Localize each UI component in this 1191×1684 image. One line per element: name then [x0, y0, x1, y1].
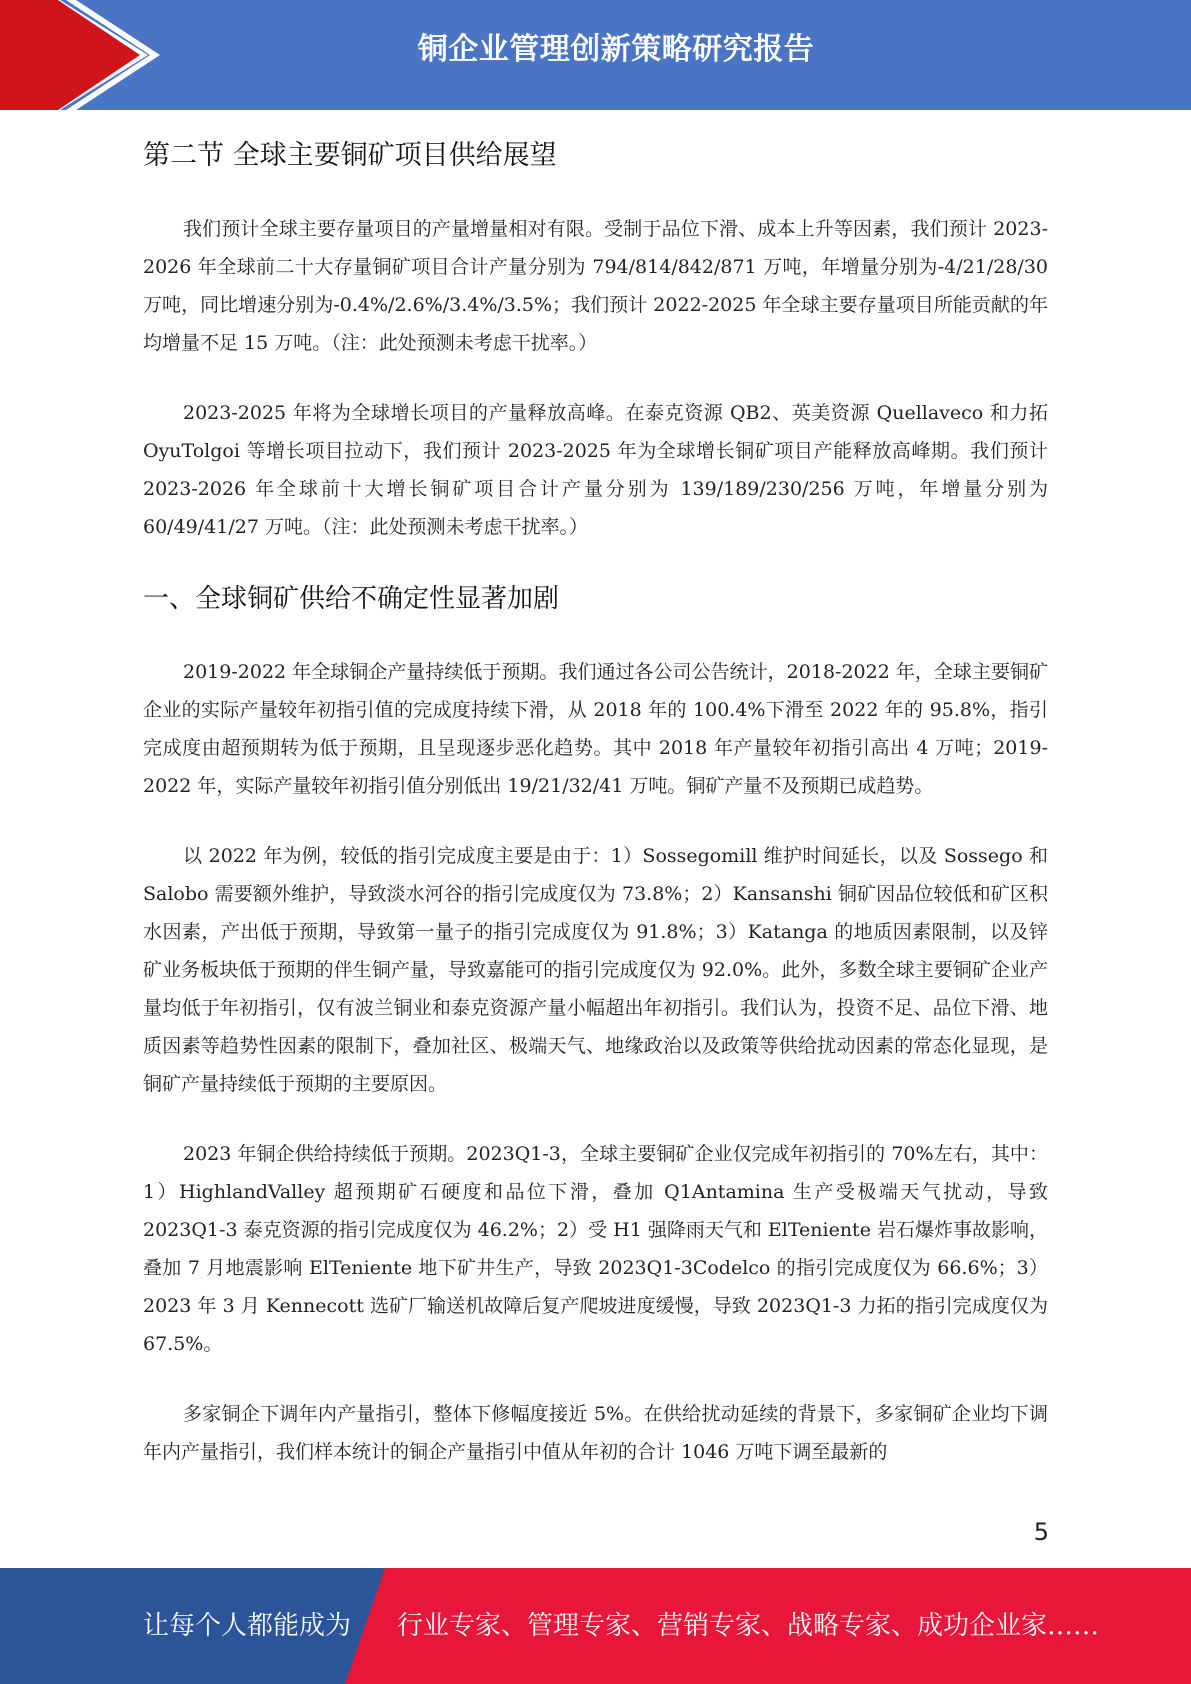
report-title: 铜企业管理创新策略研究报告 — [417, 32, 815, 67]
footer-slogan-right: 行业专家、管理专家、营销专家、战略专家、成功企业家…… — [397, 1611, 1100, 1641]
subsection-heading: 一、全球铜矿供给不确定性显著加剧 — [143, 584, 560, 614]
body-paragraph: 2023-2025 年将为全球增长项目的产量释放高峰。在泰克资源 QB2、英美资源 Quellaveco 和力拓 OyuTolgoi 等增长项目拉动下，我们预计 2023-2025 年为全球增长铜矿项目产能释放高峰期。我们预计 2023-2026 年全球前十大增长铜矿项目合计产量分别为 139/189/230/256 万吨，年增量分别为 60/49/41/27 万吨。（注：此处预测未考虑干扰率。） — [143, 402, 1048, 538]
section-title: 第二节 全球主要铜矿项目供给展望 — [143, 140, 557, 171]
body-paragraph: 以 2022 年为例，较低的指引完成度主要是由于：1）Sossegomill 维护时间延长，以及 Sossego 和 Salobo 需要额外维护，导致淡水河谷的指引完成度仅为 73.8%；2）Kansanshi 铜矿因品位较低和矿区积水因素，产出低于预期，导致第一量子的指引完成度仅为 91.8%；3）Katanga 的地质因素限制，以及锌矿业务板块低于预期的伴生铜产量，导致嘉能可的指引完成度仅为 92.0%。此外，多数全球主要铜矿企业产量均低于年初指引，仅有波兰铜业和泰克资源产量小幅超出年初指引。我们认为，投资不足、品位下滑、地质因素等趋势性因素的限制下，叠加社区、极端天气、地缘政治以及政策等供给扰动因素的常态化显现，是铜矿产量持续低于预期的主要原因。 — [143, 845, 1048, 1095]
footer-band — [0, 1568, 1191, 1684]
body-paragraph: 多家铜企下调年内产量指引，整体下修幅度接近 5%。在供给扰动延续的背景下，多家铜矿企业均下调年内产量指引，我们样本统计的铜企产量指引中值从年初的合计 1046 万吨下调至最新的 — [143, 1403, 1048, 1463]
footer-slogan-left: 让每个人都能成为 — [143, 1611, 352, 1641]
body-paragraph: 2023 年铜企供给持续低于预期。2023Q1-3，全球主要铜矿企业仅完成年初指引的 70%左右，其中：1）HighlandValley 超预期矿石硬度和品位下滑，叠加 Q1Antamina 生产受极端天气扰动，导致 2023Q1-3 泰克资源的指引完成度仅为 46.2%；2）受 H1 强降雨天气和 ElTeniente 岩石爆炸事故影响，叠加 7 月地震影响 ElTeniente 地下矿井生产，导致 2023Q1-3Codelco 的指引完成度仅为 66.6%；3）2023 年 3 月 Kennecott 选矿厂输送机故障后复产爬坡进度缓慢，导致 2023Q1-3 力拓的指引完成度仅为 67.5%。 — [143, 1143, 1048, 1355]
body-paragraph: 2019-2022 年全球铜企产量持续低于预期。我们通过各公司公告统计，2018-2022 年，全球主要铜矿企业的实际产量较年初指引值的完成度持续下滑，从 2018 年的 100.4%下滑至 2022 年的 95.8%，指引完成度由超预期转为低于预期，且呈现逐步恶化趋势。其中 2018 年产量较年初指引高出 4 万吨；2019-2022 年，实际产量较年初指引值分别低出 19/21/32/41 万吨。铜矿产量不及预期已成趋势。 — [143, 661, 1048, 797]
header-band — [0, 0, 1191, 110]
page-content — [143, 125, 1048, 1503]
body-paragraph: 我们预计全球主要存量项目的产量增量相对有限。受制于品位下滑、成本上升等因素，我们预计 2023-2026 年全球前二十大存量铜矿项目合计产量分别为 794/814/842/871 万吨，年增量分别为-4/21/28/30 万吨，同比增速分别为-0.4%/2.6%/3.4%/3.5%；我们预计 2022-2025 年全球主要存量项目所能贡献的年均增量不足 15 万吨。（注：此处预测未考虑干扰率。） — [143, 218, 1048, 354]
page-number: 5 — [1033, 1518, 1049, 1546]
